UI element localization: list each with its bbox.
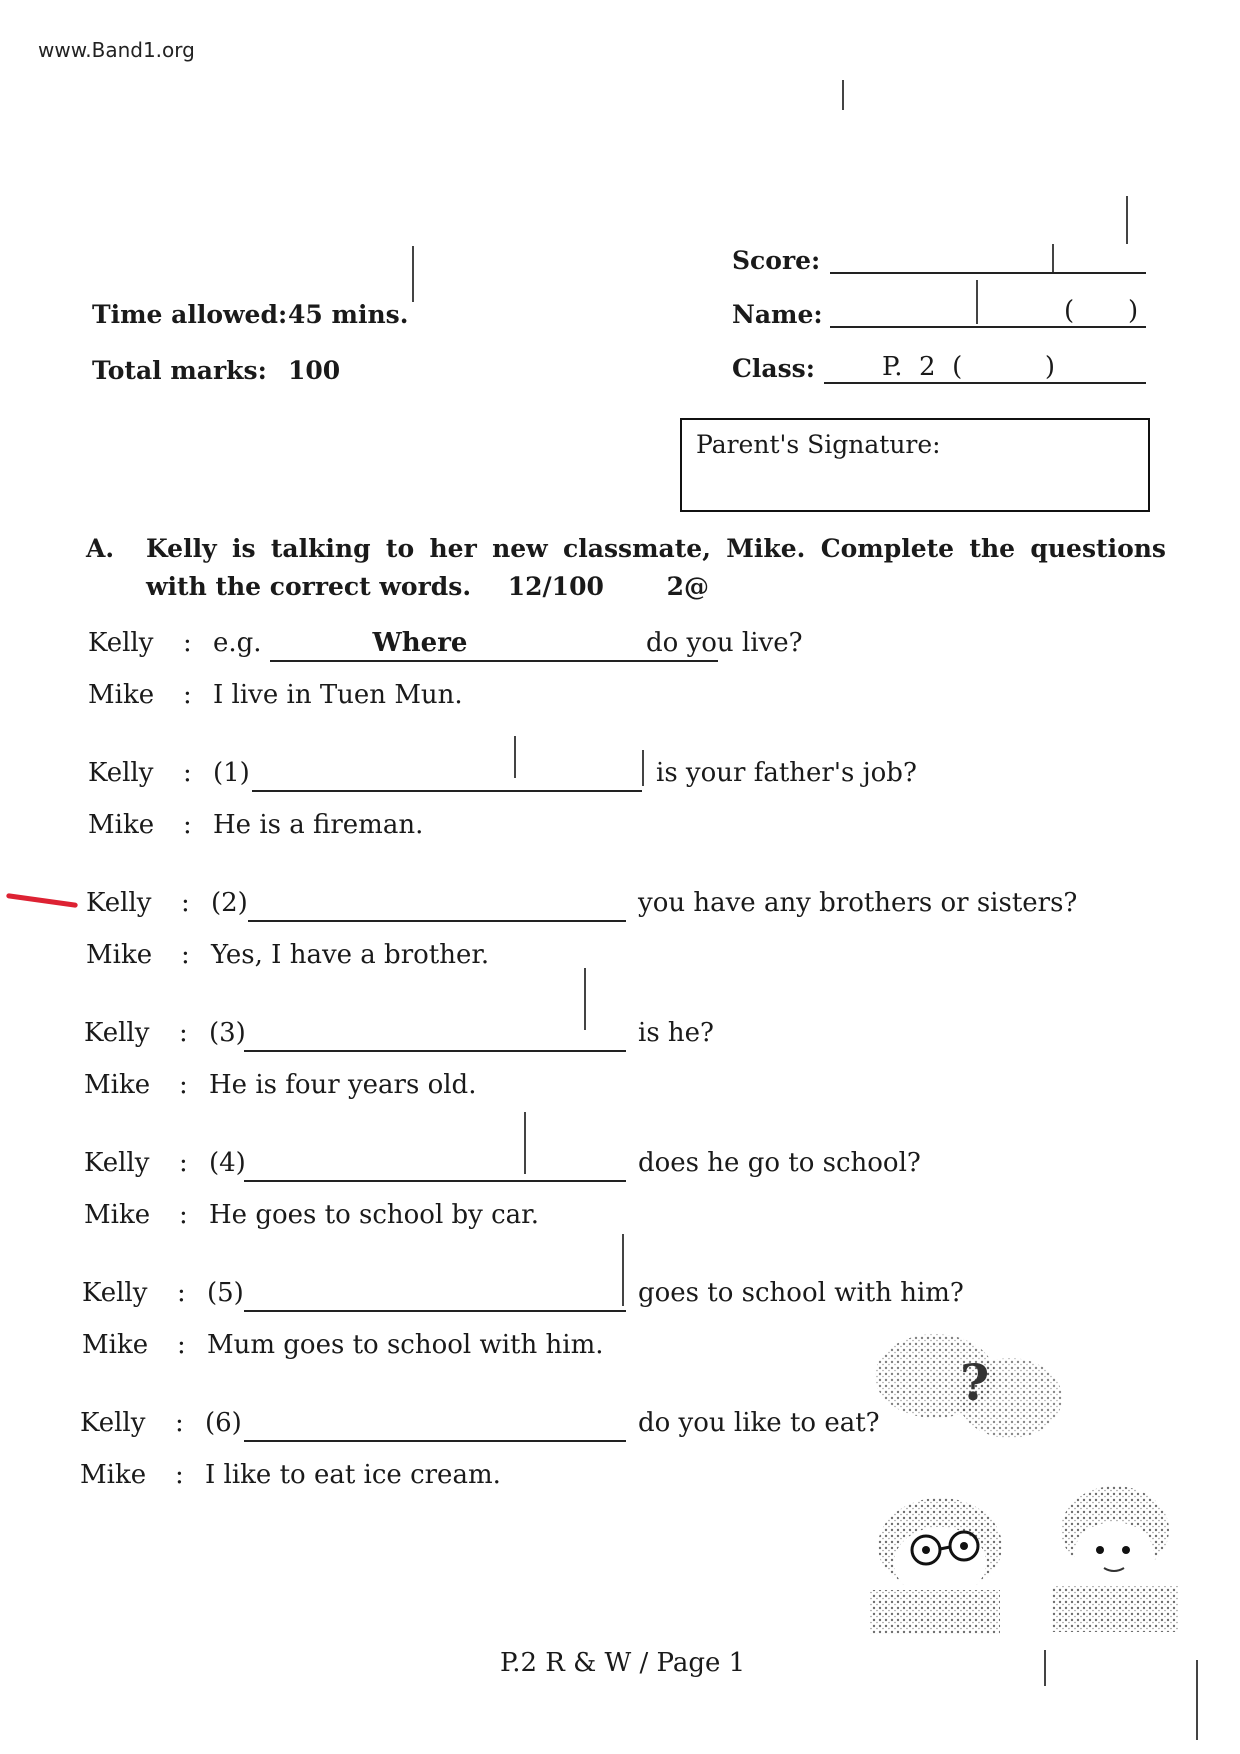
speaker-name: Kelly (88, 628, 154, 658)
colon: : (181, 940, 190, 970)
colon: : (179, 1148, 188, 1178)
scan-speck (514, 736, 516, 778)
answer-blank-5[interactable] (244, 1280, 626, 1312)
speaker-name: Kelly (84, 1018, 150, 1048)
page-footer: P.2 R & W / Page 1 (500, 1648, 746, 1678)
score-field[interactable] (830, 272, 1146, 274)
question-number: e.g. (213, 628, 262, 658)
colon: : (177, 1330, 186, 1360)
question-text: do you like to eat? (638, 1408, 880, 1438)
instruction-text: Kelly is talking to her new classmate, Mike. Complete the questions with the correct words. (146, 534, 1166, 601)
speaker-name: Kelly (88, 758, 154, 788)
parent-signature-box[interactable] (680, 418, 1150, 512)
name-field[interactable] (830, 326, 1146, 328)
section-letter: A. (86, 534, 115, 563)
section-marks: 12/100 (507, 572, 604, 601)
reply-text: I like to eat ice cream. (205, 1460, 501, 1490)
red-pen-mark (6, 893, 78, 908)
colon: : (179, 1200, 188, 1230)
parent-signature-label: Parent's Signature: (696, 430, 941, 459)
scan-speck (642, 750, 644, 786)
question-text: do you live? (646, 628, 803, 658)
colon: : (183, 758, 192, 788)
speaker-name: Mike (84, 1070, 151, 1100)
scan-speck (842, 80, 844, 110)
answer-blank-3[interactable] (244, 1020, 626, 1052)
speaker-name: Mike (88, 810, 155, 840)
reply-text: I live in Tuen Mun. (213, 680, 463, 710)
colon: : (177, 1278, 186, 1308)
scan-speck (412, 246, 414, 302)
answer-blank-1[interactable] (252, 760, 642, 792)
question-text: is your father's job? (656, 758, 917, 788)
question-number: (6) (205, 1408, 242, 1438)
question-number: (1) (213, 758, 250, 788)
speaker-name: Kelly (84, 1148, 150, 1178)
example-answer: Where (372, 628, 468, 658)
colon: : (183, 680, 192, 710)
colon: : (183, 810, 192, 840)
colon: : (181, 888, 190, 918)
answer-blank-6[interactable] (244, 1410, 626, 1442)
colon: : (175, 1408, 184, 1438)
class-label: Class: (732, 354, 815, 383)
reply-text: Yes, I have a brother. (211, 940, 490, 970)
scan-speck (584, 968, 586, 1030)
score-label: Score: (732, 246, 821, 275)
reply-text: Mum goes to school with him. (207, 1330, 604, 1360)
question-number: (3) (209, 1018, 246, 1048)
speaker-name: Kelly (80, 1408, 146, 1438)
section-instruction (146, 530, 1166, 606)
section-a-heading (86, 530, 1166, 606)
scan-speck (1196, 1660, 1198, 1740)
scan-speck (1126, 196, 1128, 244)
total-marks-label: Total marks: (92, 356, 267, 385)
class-value: P. 2 ( ) (882, 352, 1056, 382)
colon: : (179, 1070, 188, 1100)
speaker-name: Kelly (86, 888, 152, 918)
answer-blank-2[interactable] (248, 890, 626, 922)
name-number-paren-close: ) (1128, 296, 1139, 326)
marks-each: 2@ (666, 572, 709, 601)
speaker-name: Mike (80, 1460, 147, 1490)
scan-speck (1044, 1650, 1046, 1686)
scan-speck (1052, 244, 1054, 272)
svg-text:?: ? (960, 1353, 990, 1412)
speaker-name: Mike (82, 1330, 149, 1360)
speaker-name: Kelly (82, 1278, 148, 1308)
scan-speck (976, 280, 978, 324)
name-label: Name: (732, 300, 823, 329)
colon: : (183, 628, 192, 658)
speaker-name: Mike (84, 1200, 151, 1230)
scan-speck (622, 1234, 624, 1306)
time-allowed-label: Time allowed: (92, 300, 288, 329)
question-number: (5) (207, 1278, 244, 1308)
question-text: goes to school with him? (638, 1278, 964, 1308)
total-marks-value: 100 (288, 356, 341, 385)
colon: : (179, 1018, 188, 1048)
question-text: is he? (638, 1018, 714, 1048)
question-text: you have any brothers or sisters? (638, 888, 1078, 918)
site-watermark: www.Band1.org (38, 38, 195, 62)
question-number: (4) (209, 1148, 246, 1178)
speaker-name: Mike (86, 940, 153, 970)
boy-icon (1052, 1486, 1178, 1632)
question-text: does he go to school? (638, 1148, 921, 1178)
scan-speck (524, 1112, 526, 1174)
reply-text: He is a fireman. (213, 810, 424, 840)
children-illustration (860, 1318, 1190, 1634)
reply-text: He is four years old. (209, 1070, 477, 1100)
speaker-name: Mike (88, 680, 155, 710)
question-number: (2) (211, 888, 248, 918)
girl-with-glasses-icon (870, 1498, 1002, 1634)
thought-cloud-icon (875, 1334, 1062, 1438)
reply-text: He goes to school by car. (209, 1200, 540, 1230)
colon: : (175, 1460, 184, 1490)
answer-blank-4[interactable] (244, 1150, 626, 1182)
time-allowed-value: 45 mins. (288, 300, 409, 329)
name-number-paren-open: ( (1064, 296, 1075, 326)
class-field[interactable] (824, 382, 1146, 384)
